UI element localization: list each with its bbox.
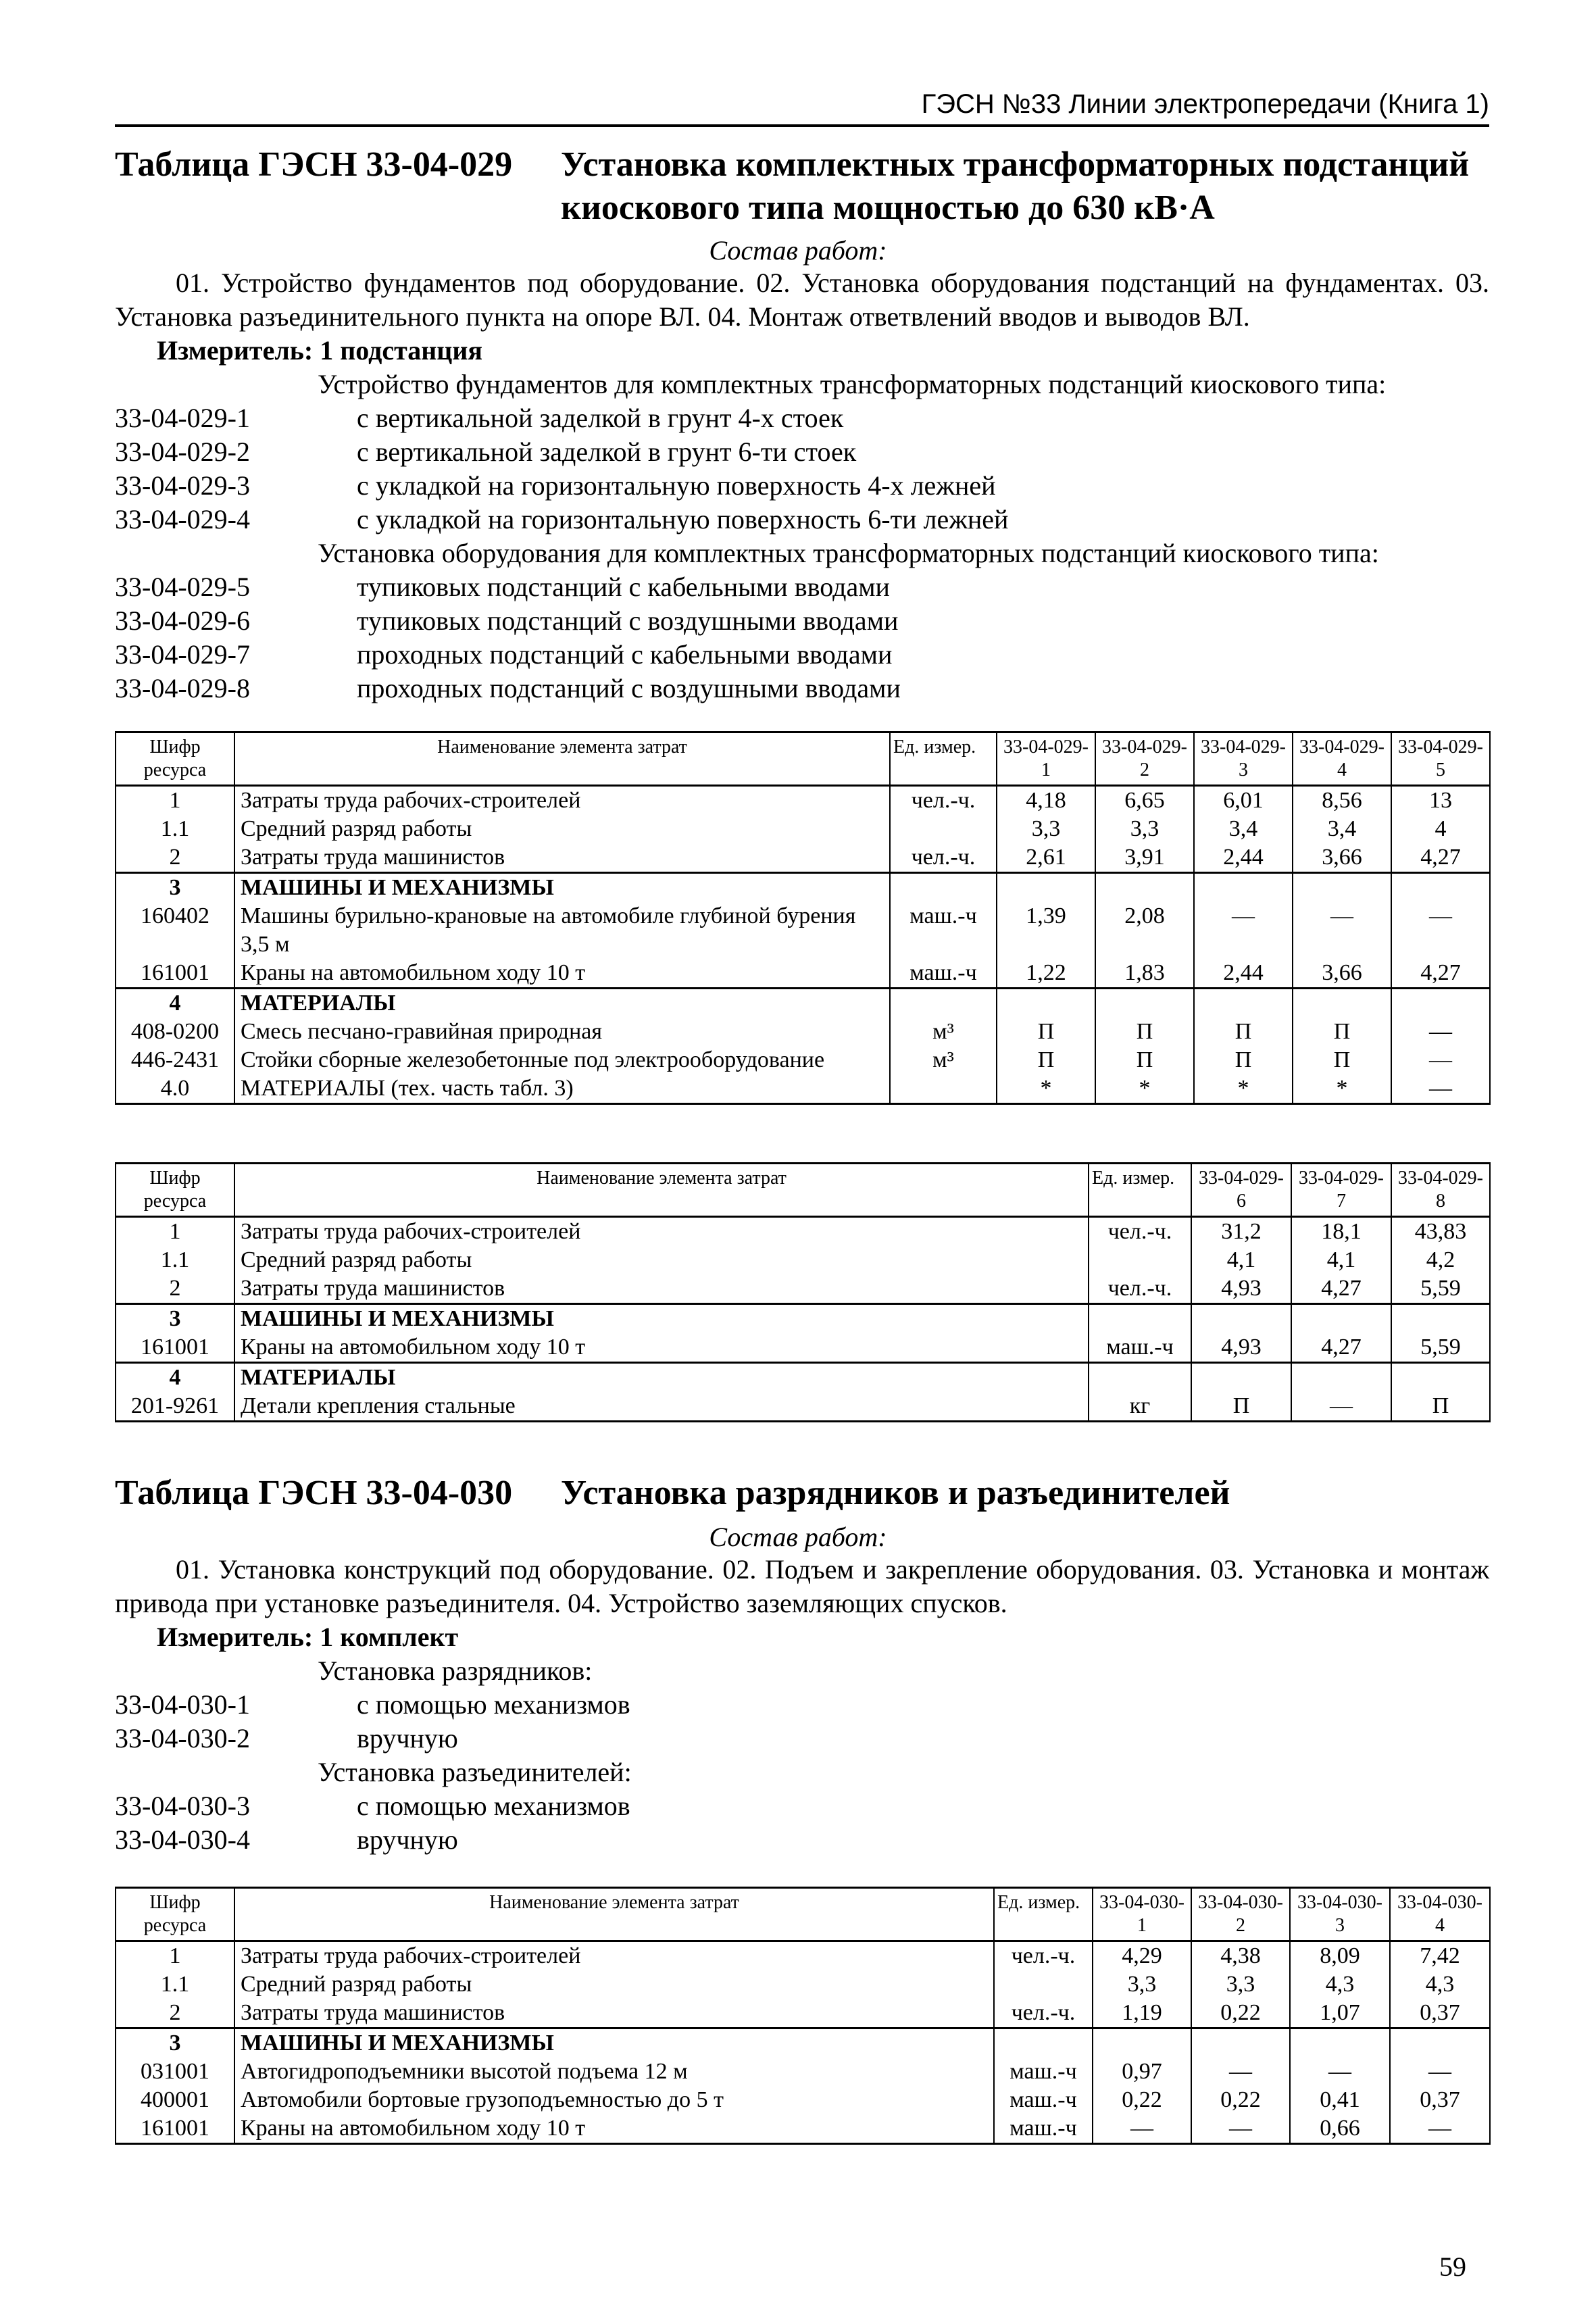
norm-text: с укладкой на горизонтальную поверхность 4-х лежней bbox=[357, 470, 996, 501]
row-code: 4 bbox=[116, 989, 234, 1018]
row-value: 6,01 bbox=[1194, 786, 1293, 816]
works-caption: Состав работ: bbox=[709, 1522, 887, 1552]
header-column: 33-04-030-1 bbox=[1093, 1888, 1191, 1941]
row-value: * bbox=[1293, 1074, 1391, 1104]
row-name: Затраты труда рабочих-строителей bbox=[234, 786, 890, 816]
row-value: 31,2 bbox=[1191, 1217, 1291, 1247]
row-value: — bbox=[1290, 2058, 1390, 2086]
row-code: 446-2431 bbox=[116, 1046, 234, 1074]
row-name: Затраты труда машинистов bbox=[234, 843, 890, 873]
row-value bbox=[1293, 989, 1391, 1018]
row-value: 6,65 bbox=[1095, 786, 1194, 816]
row-code: 3 bbox=[116, 1304, 234, 1334]
row-value: 0,41 bbox=[1290, 2086, 1390, 2114]
norm-item bbox=[115, 503, 1008, 537]
row-unit: маш.-ч bbox=[994, 2114, 1093, 2144]
row-value: 1,22 bbox=[997, 959, 1095, 989]
row-value: 0,37 bbox=[1390, 1999, 1490, 2028]
row-unit bbox=[890, 815, 997, 843]
row-unit: м³ bbox=[890, 1046, 997, 1074]
row-value: 1,39 bbox=[997, 902, 1095, 959]
row-value: 8,09 bbox=[1290, 1941, 1390, 1971]
norm-item bbox=[115, 570, 890, 604]
row-name: МАТЕРИАЛЫ bbox=[234, 989, 890, 1018]
row-code: 161001 bbox=[116, 959, 234, 989]
table-row bbox=[116, 786, 1490, 816]
row-value bbox=[1191, 1363, 1291, 1393]
table-row bbox=[116, 1941, 1490, 1971]
table-row bbox=[116, 1392, 1490, 1422]
row-value: 3,91 bbox=[1095, 843, 1194, 873]
row-name: МАТЕРИАЛЫ bbox=[234, 1363, 1089, 1393]
table-row bbox=[116, 1217, 1490, 1247]
norm-code: 33-04-029-2 bbox=[115, 437, 250, 467]
norm-item bbox=[115, 469, 996, 503]
row-value: 43,83 bbox=[1391, 1217, 1490, 1247]
row-unit bbox=[890, 989, 997, 1018]
table-title: Установка комплектных трансформаторных подстанций киоскового типа мощностью до 630 кВ·А bbox=[561, 145, 1470, 227]
row-value: — bbox=[1390, 2114, 1490, 2144]
works-text: 01. Установка конструкций под оборудование. 02. Подъем и закрепление оборудования. 03. Установка и монтаж привода при установке разъединителя. 04. Устройство заземляющих спусков. bbox=[115, 1554, 1489, 1618]
header-column: 33-04-029-8 bbox=[1391, 1164, 1490, 1217]
row-value bbox=[1390, 2028, 1490, 2058]
row-name: Затраты труда рабочих-строителей bbox=[234, 1217, 1089, 1247]
row-code: 2 bbox=[116, 1999, 234, 2028]
row-value: 0,22 bbox=[1191, 1999, 1290, 2028]
measure-unit: Измеритель: 1 комплект bbox=[157, 1622, 459, 1652]
row-name: Краны на автомобильном ходу 10 т bbox=[234, 2114, 994, 2144]
header-name: Наименование элемента затрат bbox=[234, 732, 890, 786]
row-value: 0,97 bbox=[1093, 2058, 1191, 2086]
row-name: МАШИНЫ И МЕХАНИЗМЫ bbox=[234, 873, 890, 903]
norm-item bbox=[115, 604, 898, 638]
row-code: 3 bbox=[116, 2028, 234, 2058]
row-value: П bbox=[1191, 1392, 1291, 1422]
row-value: — bbox=[1194, 902, 1293, 959]
row-value: 4,27 bbox=[1391, 843, 1490, 873]
works-text: 01. Устройство фундаментов под оборудование. 02. Установка оборудования подстанций на фундаментах. 03. Установка разъединительного пункта на опоре ВЛ. 04. Монтаж ответвлений вводов и выводов ВЛ. bbox=[115, 268, 1489, 332]
row-value: 3,4 bbox=[1194, 815, 1293, 843]
row-code: 1.1 bbox=[116, 1246, 234, 1274]
norm-item bbox=[115, 1722, 458, 1756]
table-row bbox=[116, 2058, 1490, 2086]
row-value bbox=[1191, 1304, 1291, 1334]
row-name: Краны на автомобильном ходу 10 т bbox=[234, 1333, 1089, 1363]
row-unit: чел.-ч. bbox=[994, 1941, 1093, 1971]
row-value: 4 bbox=[1391, 815, 1490, 843]
row-value: П bbox=[1095, 1046, 1194, 1074]
row-value: 7,42 bbox=[1390, 1941, 1490, 1971]
norm-code: 33-04-030-2 bbox=[115, 1723, 250, 1753]
row-value: — bbox=[1391, 1018, 1490, 1046]
row-value: 0,66 bbox=[1290, 2114, 1390, 2144]
row-value: — bbox=[1191, 2114, 1290, 2144]
row-unit bbox=[994, 1970, 1093, 1999]
table-header-row bbox=[116, 1164, 1490, 1217]
row-name: Машины бурильно-крановые на автомобиле глубиной бурения 3,5 м bbox=[234, 902, 890, 959]
table-row bbox=[116, 1018, 1490, 1046]
row-unit: чел.-ч. bbox=[890, 843, 997, 873]
row-value bbox=[1391, 1304, 1490, 1334]
header-column: 33-04-030-2 bbox=[1191, 1888, 1290, 1941]
row-value bbox=[997, 873, 1095, 903]
row-unit: маш.-ч bbox=[890, 902, 997, 959]
norm-text: тупиковых подстанций с воздушными вводами bbox=[357, 605, 899, 636]
row-name: Автомобили бортовые грузоподъемностью до 5 т bbox=[234, 2086, 994, 2114]
row-value: П bbox=[997, 1018, 1095, 1046]
row-value: П bbox=[1095, 1018, 1194, 1046]
row-unit: чел.-ч. bbox=[994, 1999, 1093, 2028]
row-value: 3,4 bbox=[1293, 815, 1391, 843]
table-row bbox=[116, 2086, 1490, 2114]
norm-item bbox=[115, 672, 901, 705]
norm-code: 33-04-030-4 bbox=[115, 1824, 250, 1855]
norm-item bbox=[115, 638, 892, 672]
row-value: 2,44 bbox=[1194, 959, 1293, 989]
row-value: * bbox=[997, 1074, 1095, 1104]
row-code: 031001 bbox=[116, 2058, 234, 2086]
norm-code: 33-04-029-7 bbox=[115, 639, 250, 670]
row-code: 161001 bbox=[116, 2114, 234, 2144]
table-header-row bbox=[116, 1888, 1490, 1941]
table-row bbox=[116, 1274, 1490, 1304]
row-value bbox=[1293, 873, 1391, 903]
group-heading: Установка разрядников: bbox=[318, 1656, 593, 1686]
row-value: — bbox=[1391, 1046, 1490, 1074]
header-column: 33-04-029-5 bbox=[1391, 732, 1490, 786]
row-code: 1 bbox=[116, 786, 234, 816]
row-value: 2,44 bbox=[1194, 843, 1293, 873]
row-value: 0,37 bbox=[1390, 2086, 1490, 2114]
table-row bbox=[116, 843, 1490, 873]
row-value: П bbox=[1293, 1018, 1391, 1046]
norm-text: с помощью механизмов bbox=[357, 1689, 630, 1720]
norm-code: 33-04-029-8 bbox=[115, 673, 250, 703]
row-value: 4,27 bbox=[1391, 959, 1490, 989]
header-column: 33-04-030-4 bbox=[1390, 1888, 1490, 1941]
row-value: 4,1 bbox=[1191, 1246, 1291, 1274]
row-value: 4,29 bbox=[1093, 1941, 1191, 1971]
header-unit: Ед. измер. bbox=[994, 1888, 1093, 1941]
row-unit bbox=[994, 2028, 1093, 2058]
row-unit: маш.-ч bbox=[994, 2058, 1093, 2086]
row-value: 3,3 bbox=[997, 815, 1095, 843]
norm-code: 33-04-029-6 bbox=[115, 605, 250, 636]
row-value: — bbox=[1391, 902, 1490, 959]
row-value: 18,1 bbox=[1291, 1217, 1391, 1247]
row-value: 3,3 bbox=[1093, 1970, 1191, 1999]
norm-text: вручную bbox=[357, 1824, 458, 1855]
row-unit: маш.-ч bbox=[1089, 1333, 1191, 1363]
row-value: 5,59 bbox=[1391, 1333, 1490, 1363]
norm-code: 33-04-030-3 bbox=[115, 1791, 250, 1821]
norm-code: 33-04-029-5 bbox=[115, 572, 250, 602]
table-section-row bbox=[116, 873, 1490, 903]
running-header: ГЭСН №33 Линии электропередачи (Книга 1) bbox=[115, 86, 1489, 127]
row-value bbox=[1095, 989, 1194, 1018]
row-code: 201-9261 bbox=[116, 1392, 234, 1422]
header-column: 33-04-029-2 bbox=[1095, 732, 1194, 786]
header-unit: Ед. измер. bbox=[1089, 1164, 1191, 1217]
norm-text: с вертикальной заделкой в грунт 4-х стоек bbox=[357, 403, 844, 433]
header-column: 33-04-029-1 bbox=[997, 732, 1095, 786]
measure-unit: Измеритель: 1 подстанция bbox=[157, 335, 483, 366]
norm-code: 33-04-030-1 bbox=[115, 1689, 250, 1720]
row-code: 400001 bbox=[116, 2086, 234, 2114]
row-value: 2,08 bbox=[1095, 902, 1194, 959]
header-code: Шифр ресурса bbox=[116, 732, 234, 786]
page-number: 59 bbox=[1439, 2251, 1466, 2282]
row-code: 1 bbox=[116, 1941, 234, 1971]
row-code: 1.1 bbox=[116, 1970, 234, 1999]
norm-item bbox=[115, 435, 856, 469]
norm-item bbox=[115, 1823, 458, 1857]
row-value bbox=[1391, 873, 1490, 903]
row-name: Затраты труда машинистов bbox=[234, 1999, 994, 2028]
row-value: П bbox=[1391, 1392, 1490, 1422]
row-value: 2,61 bbox=[997, 843, 1095, 873]
row-code: 4.0 bbox=[116, 1074, 234, 1104]
row-value: 1,83 bbox=[1095, 959, 1194, 989]
row-value: 4,18 bbox=[997, 786, 1095, 816]
norm-code: 33-04-029-4 bbox=[115, 504, 250, 534]
row-name: МАШИНЫ И МЕХАНИЗМЫ bbox=[234, 2028, 994, 2058]
header-code: Шифр ресурса bbox=[116, 1888, 234, 1941]
row-value: 4,1 bbox=[1291, 1246, 1391, 1274]
group-heading: Установка разъединителей: bbox=[318, 1757, 632, 1787]
row-value bbox=[1095, 873, 1194, 903]
row-value: — bbox=[1390, 2058, 1490, 2086]
row-code: 3 bbox=[116, 873, 234, 903]
norm-text: проходных подстанций с кабельными вводами bbox=[357, 639, 893, 670]
row-name: Средний разряд работы bbox=[234, 1246, 1089, 1274]
row-name: Затраты труда рабочих-строителей bbox=[234, 1941, 994, 1971]
resource-table-030 bbox=[115, 1887, 1491, 2145]
table-title: Установка разрядников и разъединителей bbox=[561, 1474, 1230, 1512]
resource-table-029-a bbox=[115, 731, 1491, 1105]
row-value: П bbox=[997, 1046, 1095, 1074]
row-unit: маш.-ч bbox=[890, 959, 997, 989]
row-unit bbox=[1089, 1246, 1191, 1274]
row-value: 3,66 bbox=[1293, 843, 1391, 873]
table-row bbox=[116, 2114, 1490, 2144]
row-value: 0,22 bbox=[1191, 2086, 1290, 2114]
row-value bbox=[1194, 873, 1293, 903]
row-code: 2 bbox=[116, 1274, 234, 1304]
group-heading: Устройство фундаментов для комплектных трансформаторных подстанций киоскового типа: bbox=[318, 369, 1387, 399]
row-value bbox=[1391, 989, 1490, 1018]
header-column: 33-04-030-3 bbox=[1290, 1888, 1390, 1941]
row-value: 3,3 bbox=[1191, 1970, 1290, 1999]
row-unit bbox=[890, 873, 997, 903]
row-name: Детали крепления стальные bbox=[234, 1392, 1089, 1422]
norm-code: 33-04-029-3 bbox=[115, 470, 250, 501]
row-name: МАТЕРИАЛЫ (тех. часть табл. 3) bbox=[234, 1074, 890, 1104]
resource-table-029-b bbox=[115, 1162, 1491, 1422]
row-value bbox=[1391, 1363, 1490, 1393]
table-section-row bbox=[116, 1363, 1490, 1393]
row-unit: м³ bbox=[890, 1018, 997, 1046]
header-name: Наименование элемента затрат bbox=[234, 1888, 994, 1941]
header-name: Наименование элемента затрат bbox=[234, 1164, 1089, 1217]
row-value: П bbox=[1293, 1046, 1391, 1074]
row-name: МАШИНЫ И МЕХАНИЗМЫ bbox=[234, 1304, 1089, 1334]
norm-text: с помощью механизмов bbox=[357, 1791, 630, 1821]
row-value: — bbox=[1293, 902, 1391, 959]
header-column: 33-04-029-3 bbox=[1194, 732, 1293, 786]
table-section-row bbox=[116, 1304, 1490, 1334]
works-caption: Состав работ: bbox=[709, 235, 887, 266]
table-number: Таблица ГЭСН 33-04-030 bbox=[115, 1474, 513, 1512]
row-unit: чел.-ч. bbox=[1089, 1217, 1191, 1247]
header-column: 33-04-029-4 bbox=[1293, 732, 1391, 786]
row-unit bbox=[890, 1074, 997, 1104]
table-row bbox=[116, 1046, 1490, 1074]
norm-code: 33-04-029-1 bbox=[115, 403, 250, 433]
row-value: 0,22 bbox=[1093, 2086, 1191, 2114]
table-row bbox=[116, 902, 1490, 959]
header-unit: Ед. измер. bbox=[890, 732, 997, 786]
table-header-row bbox=[116, 732, 1490, 786]
row-value: — bbox=[1191, 2058, 1290, 2086]
row-value: 4,27 bbox=[1291, 1274, 1391, 1304]
row-unit: чел.-ч. bbox=[1089, 1274, 1191, 1304]
row-code: 1.1 bbox=[116, 815, 234, 843]
row-value: 13 bbox=[1391, 786, 1490, 816]
row-code: 408-0200 bbox=[116, 1018, 234, 1046]
row-unit bbox=[1089, 1304, 1191, 1334]
row-code: 4 bbox=[116, 1363, 234, 1393]
row-value: — bbox=[1391, 1074, 1490, 1104]
row-value: — bbox=[1291, 1392, 1391, 1422]
row-name: Стойки сборные железобетонные под электрооборудование bbox=[234, 1046, 890, 1074]
row-value: * bbox=[1095, 1074, 1194, 1104]
row-value: 4,3 bbox=[1290, 1970, 1390, 1999]
row-name: Средний разряд работы bbox=[234, 1970, 994, 1999]
row-value bbox=[1194, 989, 1293, 1018]
row-value bbox=[1290, 2028, 1390, 2058]
row-value: 1,19 bbox=[1093, 1999, 1191, 2028]
row-value: 4,38 bbox=[1191, 1941, 1290, 1971]
table-row bbox=[116, 1246, 1490, 1274]
table-number: Таблица ГЭСН 33-04-029 bbox=[115, 145, 513, 184]
row-value: 4,93 bbox=[1191, 1274, 1291, 1304]
row-value bbox=[1291, 1363, 1391, 1393]
row-value bbox=[1191, 2028, 1290, 2058]
row-value bbox=[997, 989, 1095, 1018]
row-name: Средний разряд работы bbox=[234, 815, 890, 843]
row-value: 3,3 bbox=[1095, 815, 1194, 843]
norm-text: проходных подстанций с воздушными вводами bbox=[357, 673, 901, 703]
row-value: 4,2 bbox=[1391, 1246, 1490, 1274]
table-row bbox=[116, 1970, 1490, 1999]
norm-text: вручную bbox=[357, 1723, 458, 1753]
table-row bbox=[116, 1999, 1490, 2028]
row-name: Краны на автомобильном ходу 10 т bbox=[234, 959, 890, 989]
row-value bbox=[1291, 1304, 1391, 1334]
norm-item bbox=[115, 401, 843, 435]
row-value: 1,07 bbox=[1290, 1999, 1390, 2028]
row-value: 3,66 bbox=[1293, 959, 1391, 989]
row-code: 2 bbox=[116, 843, 234, 873]
row-name: Автогидроподъемники высотой подъема 12 м bbox=[234, 2058, 994, 2086]
header-code: Шифр ресурса bbox=[116, 1164, 234, 1217]
row-value: 4,3 bbox=[1390, 1970, 1490, 1999]
norm-item bbox=[115, 1789, 630, 1823]
row-unit bbox=[1089, 1363, 1191, 1393]
table-row bbox=[116, 1333, 1490, 1363]
row-value bbox=[1093, 2028, 1191, 2058]
norm-text: с укладкой на горизонтальную поверхность 6-ти лежней bbox=[357, 504, 1009, 534]
row-value: 5,59 bbox=[1391, 1274, 1490, 1304]
row-code: 161001 bbox=[116, 1333, 234, 1363]
norm-item bbox=[115, 1688, 630, 1722]
norm-text: с вертикальной заделкой в грунт 6-ти стоек bbox=[357, 437, 857, 467]
row-value: П bbox=[1194, 1018, 1293, 1046]
table-row bbox=[116, 815, 1490, 843]
row-value: 4,93 bbox=[1191, 1333, 1291, 1363]
row-unit: маш.-ч bbox=[994, 2086, 1093, 2114]
table-row bbox=[116, 959, 1490, 989]
row-name: Смесь песчано-гравийная природная bbox=[234, 1018, 890, 1046]
table-row bbox=[116, 1074, 1490, 1104]
row-value: П bbox=[1194, 1046, 1293, 1074]
norm-text: тупиковых подстанций с кабельными вводами bbox=[357, 572, 890, 602]
row-unit: кг bbox=[1089, 1392, 1191, 1422]
header-column: 33-04-029-6 bbox=[1191, 1164, 1291, 1217]
row-code: 1 bbox=[116, 1217, 234, 1247]
row-value: 4,27 bbox=[1291, 1333, 1391, 1363]
row-name: Затраты труда машинистов bbox=[234, 1274, 1089, 1304]
row-value: — bbox=[1093, 2114, 1191, 2144]
group-heading: Установка оборудования для комплектных трансформаторных подстанций киоскового типа: bbox=[318, 538, 1379, 568]
table-section-row bbox=[116, 2028, 1490, 2058]
row-unit: чел.-ч. bbox=[890, 786, 997, 816]
row-code: 160402 bbox=[116, 902, 234, 959]
table-section-row bbox=[116, 989, 1490, 1018]
row-value: * bbox=[1194, 1074, 1293, 1104]
row-value: 8,56 bbox=[1293, 786, 1391, 816]
header-column: 33-04-029-7 bbox=[1291, 1164, 1391, 1217]
